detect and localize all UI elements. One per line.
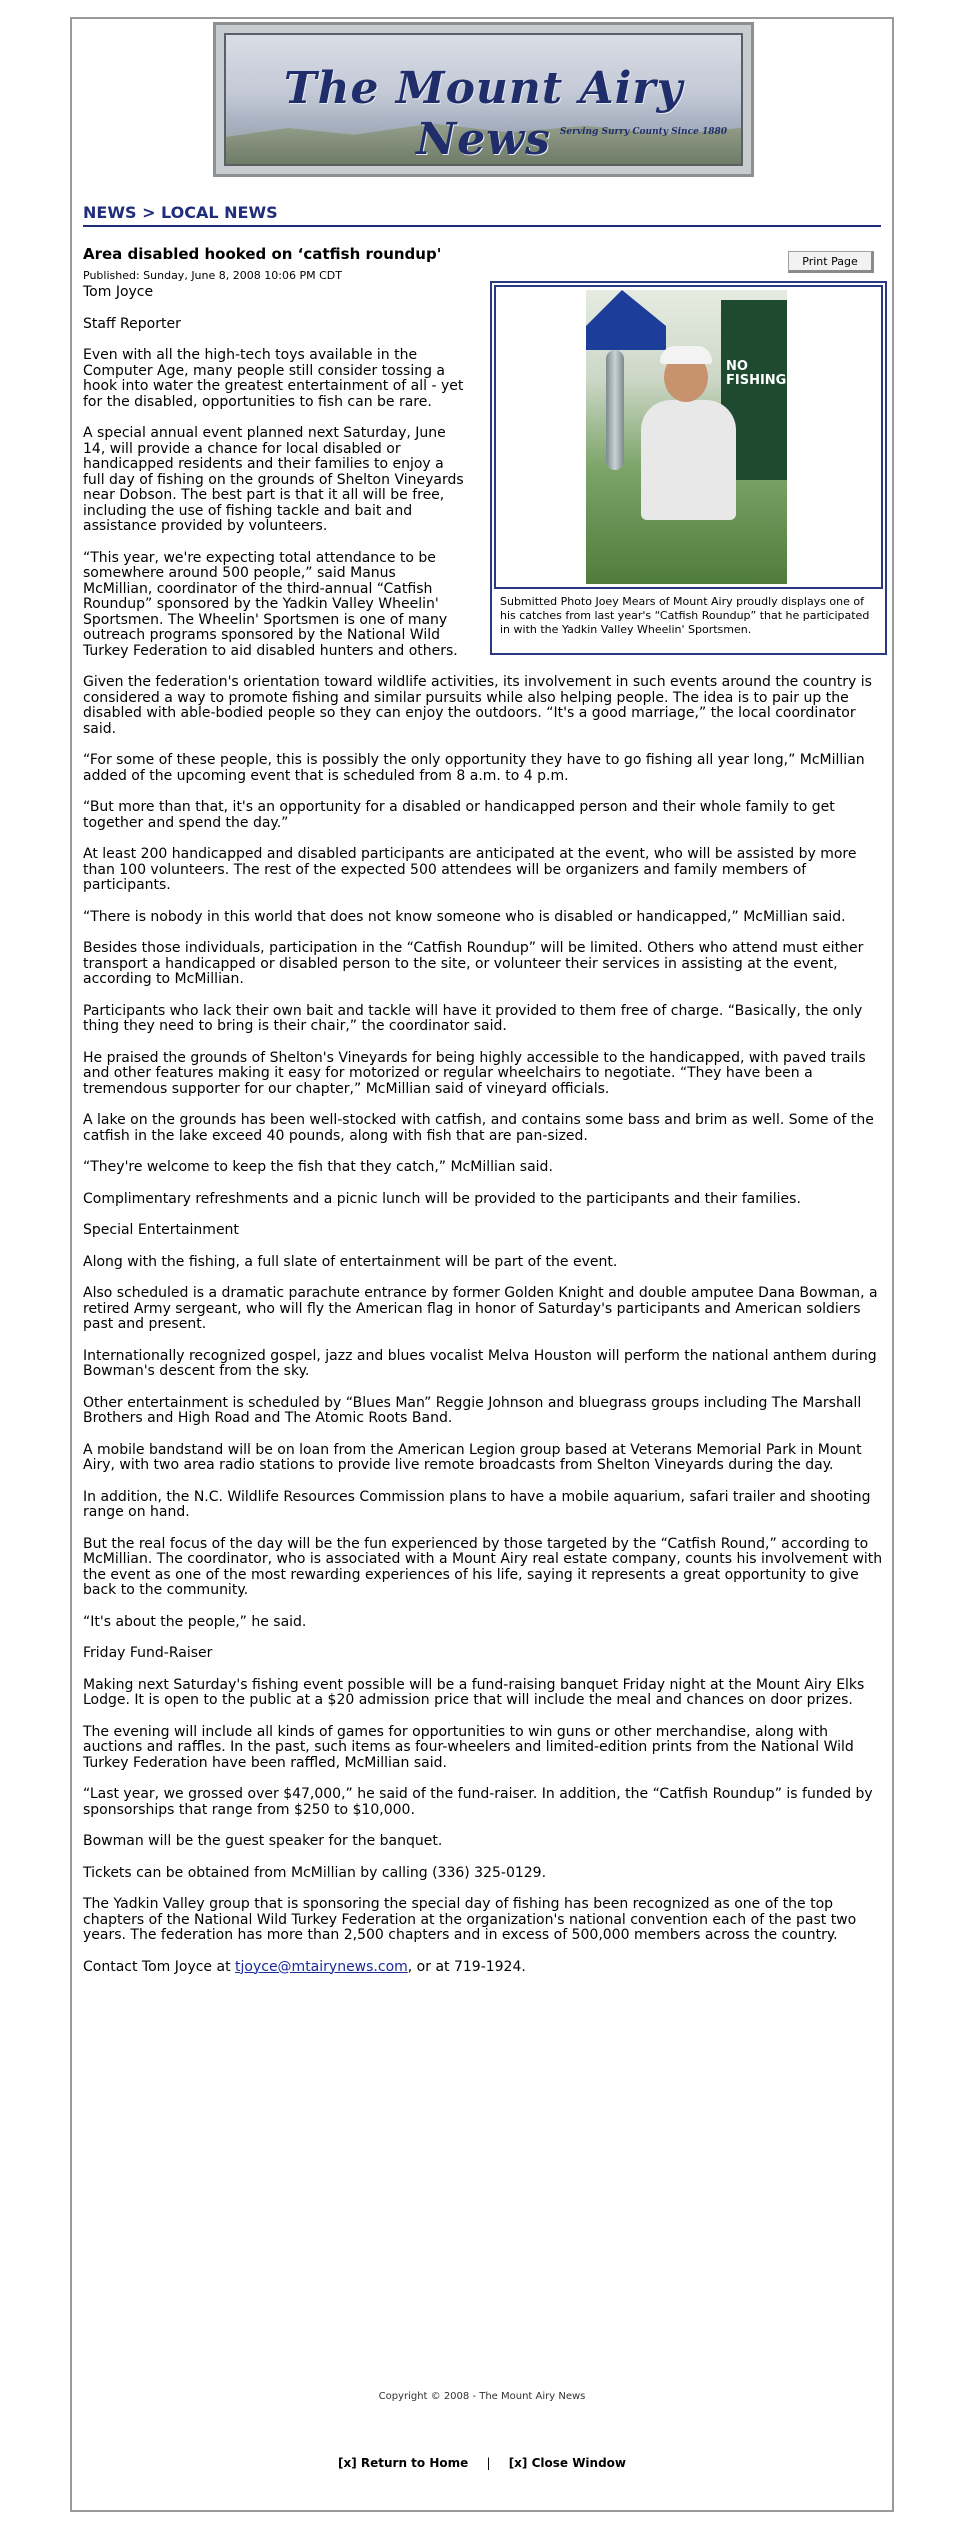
article-paragraph: But the real focus of the day will be the fun experienced by those targeted by the “Catfish Round,” according to McMillian. The coordinator, who is associated with a Mount Airy real estate company, counts his involvement with the event as one of the most rewarding experiences of his life, saying it represents a great opportunity to give back to the community. xyxy=(83,1535,883,1598)
article-paragraph: At least 200 handicapped and disabled participants are anticipated at the event, who will be assisted by more than 100 volunteers. The rest of the expected 500 attendees will be organizers and family members of participants. xyxy=(83,846,857,893)
article-paragraph: Tickets can be obtained from McMillian by calling (336) 325-0129. xyxy=(83,1864,547,1881)
author-name: Tom Joyce xyxy=(83,284,154,300)
close-window-link[interactable]: [x] Close Window xyxy=(508,2456,627,2470)
photo-caption: Submitted Photo Joey Mears of Mount Airy proudly displays one of his catches from last year's “Catfish Roundup” that he participated in with the Yadkin Valley Wheelin' Sportsmen. xyxy=(500,595,870,636)
article-paragraph: Friday Fund-Raiser xyxy=(83,1645,213,1661)
article-paragraph: Making next Saturday's fishing event possible will be a fund-raising banquet Friday night at the Mount Airy Elks Lodge. It is open to the public at a $20 admission price that will include the meal and chances on door prizes. xyxy=(83,1676,865,1708)
article-paragraph: “There is nobody in this world that does not know someone who is disabled or handicapped,” McMillian said. xyxy=(83,908,846,925)
article-paragraph: A lake on the grounds has been well-stocked with catfish, and contains some bass and brim as well. Some of the catfish in the lake exceed 40 pounds, along with fish that are pan-sized. xyxy=(83,1112,874,1144)
article-body xyxy=(83,285,885,1991)
article-paragraph: Even with all the high-tech toys available in the Computer Age, many people still consider tossing a hook into water the greatest entertainment of all - yet for the disabled, opportunities to fish can be rare. xyxy=(83,347,464,410)
article-paragraph: Along with the fishing, a full slate of entertainment will be part of the event. xyxy=(83,1253,618,1270)
section-divider xyxy=(83,225,881,227)
article-paragraph: “Last year, we grossed over $47,000,” he said of the fund-raiser. In addition, the “Catfish Roundup” is funded by sponsorships that range from $250 to $10,000. xyxy=(83,1786,873,1818)
article-paragraph: A special annual event planned next Saturday, June 14, will provide a chance for local disabled or handicapped residents and their families to enjoy a full day of fishing on the grounds of Shelton Vineyards near Dobson. The best part is that it all will be free, including the use of fishing tackle and bait and assistance provided by volunteers. xyxy=(83,425,464,534)
article-paragraph: “It's about the people,” he said. xyxy=(83,1613,307,1630)
article-paragraph: He praised the grounds of Shelton's Vineyards for being highly accessible to the handicapped, with paved trails and other features making it easy for motorized or regular wheelchairs to negotiate. “They have been a tremendous supporter for our chapter,” McMillian said of vineyard officials. xyxy=(83,1049,866,1097)
contact-suffix: , or at 719-1924. xyxy=(407,1958,526,1975)
photo-sign-text: NO FISHING xyxy=(726,359,787,388)
footer-separator: | xyxy=(486,2456,491,2470)
contact-email-link[interactable]: tjoyce@mtairynews.com xyxy=(235,1958,408,1975)
article-paragraph: “They're welcome to keep the fish that they catch,” McMillian said. xyxy=(83,1159,553,1175)
photo-float-spacer xyxy=(473,285,885,653)
page-container xyxy=(70,17,894,2512)
article-paragraph: The evening will include all kinds of games for opportunities to win guns or other merchandise, along with auctions and raffles. In the past, such items as four-wheelers and limited-edition prints from the National Wild Turkey Federation have been raffled, McMillian said. xyxy=(83,1723,854,1771)
article-paragraph: Internationally recognized gospel, jazz and blues vocalist Melva Houston will perform the national anthem during Bowman's descent from the sky. xyxy=(83,1347,877,1379)
print-page-button[interactable]: Print Page xyxy=(788,251,874,273)
author-role: Staff Reporter xyxy=(83,315,181,332)
article-paragraph: Special Entertainment xyxy=(83,1222,239,1238)
contact-line xyxy=(83,1960,885,1976)
masthead-tagline: Serving Surry County Since 1880 xyxy=(559,127,727,137)
copyright-notice: Copyright © 2008 - The Mount Airy News xyxy=(378,2391,586,2402)
article-paragraph: Besides those individuals, participation in the “Catfish Roundup” will be limited. Others who attend must either transport a handicapped or disabled person to the site, or volunteer their services in assisting at the event, according to McMillian. xyxy=(83,940,864,987)
contact-prefix: Contact Tom Joyce at xyxy=(83,1958,236,1975)
article-paragraph: Bowman will be the guest speaker for the banquet. xyxy=(83,1833,443,1849)
footer-links xyxy=(72,2456,892,2470)
article-paragraph: Participants who lack their own bait and tackle will have it provided to them free of charge. “Basically, the only thing they need to bring is their chair,” the coordinator said. xyxy=(83,1002,863,1034)
article-paragraph: “For some of these people, this is possibly the only opportunity they have to go fishing all year long,” McMillian added of the upcoming event that is scheduled from 8 a.m. to 4 p.m. xyxy=(83,752,865,784)
article-paragraph: Other entertainment is scheduled by “Blues Man” Reggie Johnson and bluegrass groups including The Marshall Brothers and High Road and The Atomic Roots Band. xyxy=(83,1394,862,1426)
article-paragraph: “This year, we're expecting total attendance to be somewhere around 500 people,” said Manus McMillian, coordinator of the third-annual “Catfish Roundup” sponsored by the Yadkin Valley Wheelin' Sportsmen. The Wheelin' Sportsmen is one of many outreach programs sponsored by the National Wild Turkey Federation to aid disabled hunters and others. xyxy=(83,549,458,659)
article-paragraph: Complimentary refreshments and a picnic lunch will be provided to the participants and their families. xyxy=(83,1190,801,1207)
article-paragraph: A mobile bandstand will be on loan from the American Legion group based at Veterans Memorial Park in Mount Airy, with two area radio stations to provide live remote broadcasts from Shelton Vineyards during the day. xyxy=(83,1441,862,1473)
article-paragraph: Given the federation's orientation toward wildlife activities, its involvement in such events around the country is considered a way to promote fishing and similar pursuits while also helping people. The idea is to pair up the disabled with able-bodied people so they can enjoy the outdoors. “It's a good marriage,” the local coordinator said. xyxy=(83,674,872,737)
published-date: Published: Sunday, June 8, 2008 10:06 PM CDT xyxy=(83,269,342,282)
article-paragraph: In addition, the N.C. Wildlife Resources Commission plans to have a mobile aquarium, safari trailer and shooting range on hand. xyxy=(83,1488,871,1520)
masthead-logo[interactable] xyxy=(213,22,754,177)
masthead-title: The Mount Airy News xyxy=(283,63,684,165)
masthead-banner xyxy=(224,33,743,166)
article-paragraph: The Yadkin Valley group that is sponsoring the special day of fishing has been recognized as one of the top chapters of the National Wild Turkey Federation at the organization's national convention each of the past two years. The federation has more than 2,500 chapters and in excess of 500,000 members across the country. xyxy=(83,1896,857,1943)
article-paragraph: Also scheduled is a dramatic parachute entrance by former Golden Knight and double amputee Dana Bowman, a retired Army sergeant, who will fly the American flag in honor of Saturday's participants and American soldiers past and present. xyxy=(83,1285,878,1332)
article-headline: Area disabled hooked on ‘catfish roundup' xyxy=(83,245,442,263)
article-paragraph: “But more than that, it's an opportunity for a disabled or handicapped person and their whole family to get together and spend the day.” xyxy=(83,799,835,831)
return-home-link[interactable]: [x] Return to Home xyxy=(337,2456,469,2470)
section-breadcrumb[interactable]: NEWS > LOCAL NEWS xyxy=(83,203,278,222)
